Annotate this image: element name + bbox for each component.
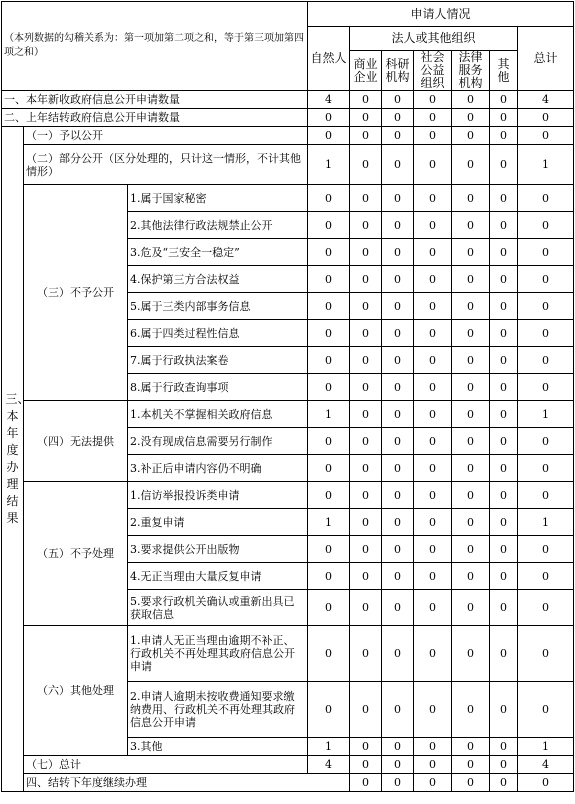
cell: 0 <box>350 91 382 109</box>
cell: 0 <box>452 536 490 563</box>
cell: 0 <box>350 185 382 212</box>
cell: 0 <box>518 293 574 320</box>
row-label: 1.申请人无正当理由逾期不补正、行政机关不再处理其政府信息公开申请 <box>128 626 308 682</box>
cell: 0 <box>490 185 518 212</box>
cell: 0 <box>518 109 574 127</box>
cell: 0 <box>452 626 490 682</box>
cell: 0 <box>452 428 490 455</box>
cell: 0 <box>414 401 452 428</box>
cell: 0 <box>414 482 452 509</box>
cell: 0 <box>350 347 382 374</box>
cell: 0 <box>518 374 574 401</box>
cell: 0 <box>490 320 518 347</box>
cell: 0 <box>452 293 490 320</box>
cell: 0 <box>414 626 452 682</box>
cell: 0 <box>308 293 350 320</box>
cell: 1 <box>518 145 574 185</box>
cell: 0 <box>490 738 518 756</box>
cell: 0 <box>518 428 574 455</box>
row-label: 5.要求行政机关确认或重新出具已获取信息 <box>128 590 308 626</box>
cell: 0 <box>490 563 518 590</box>
cell: 1 <box>518 509 574 536</box>
cell: 0 <box>518 590 574 626</box>
cell: 0 <box>414 455 452 482</box>
cell: 0 <box>308 626 350 682</box>
col-header-other: 其他 <box>490 51 518 91</box>
row-label: 4.保护第三方合法权益 <box>128 266 308 293</box>
cell: 0 <box>382 455 414 482</box>
cell: 0 <box>350 682 382 738</box>
cell: 1 <box>308 401 350 428</box>
cell: 0 <box>382 239 414 266</box>
cell: 0 <box>350 127 382 145</box>
row-label: 1.信访举报投诉类申请 <box>128 482 308 509</box>
row-label: 4.无正当理由大量反复申请 <box>128 563 308 590</box>
cell: 0 <box>490 482 518 509</box>
cell: 0 <box>414 347 452 374</box>
cell: 0 <box>414 738 452 756</box>
cell: 0 <box>308 455 350 482</box>
row-label: 2.其他法律行政法规禁止公开 <box>128 212 308 239</box>
cell: 0 <box>308 212 350 239</box>
cell: 0 <box>518 320 574 347</box>
cell: 0 <box>452 185 490 212</box>
cell: 0 <box>452 682 490 738</box>
row-label: 二、上年结转政府信息公开申请数量 <box>2 109 308 127</box>
cell: 0 <box>382 590 414 626</box>
cell: 1 <box>518 401 574 428</box>
cell: 0 <box>382 428 414 455</box>
cell: 0 <box>382 185 414 212</box>
row-label: 8.属于行政查询事项 <box>128 374 308 401</box>
table-row <box>2 91 574 109</box>
cell: 0 <box>518 455 574 482</box>
cell: 0 <box>382 293 414 320</box>
total-header: 总计 <box>518 27 574 91</box>
cell: 0 <box>382 401 414 428</box>
cell: 0 <box>350 374 382 401</box>
cell: 0 <box>414 682 452 738</box>
cell: 0 <box>414 590 452 626</box>
group-label: （六）其他处理 <box>24 626 128 756</box>
cell: 0 <box>490 774 518 792</box>
cell: 0 <box>518 127 574 145</box>
cell: 0 <box>452 266 490 293</box>
cell: 0 <box>414 91 452 109</box>
cell: 0 <box>518 482 574 509</box>
cell: 0 <box>452 320 490 347</box>
legal-entity-header: 法人或其他组织 <box>350 27 518 51</box>
cell: 0 <box>452 145 490 185</box>
row-label: （二）部分公开（区分处理的，只计这一情形，不计其他情形） <box>24 145 308 185</box>
cell: 1 <box>308 509 350 536</box>
cell: 0 <box>490 239 518 266</box>
cell: 4 <box>308 756 350 774</box>
cell: 0 <box>414 374 452 401</box>
group-label: （三）不予公开 <box>24 185 128 401</box>
cell: 0 <box>490 590 518 626</box>
cell: 0 <box>350 401 382 428</box>
row-label: 5.属于三类内部事务信息 <box>128 293 308 320</box>
cell: 0 <box>490 509 518 536</box>
cell: 0 <box>308 185 350 212</box>
col-header-legal-service: 法律服务机构 <box>452 51 490 91</box>
table-row <box>2 109 574 127</box>
cell: 0 <box>452 563 490 590</box>
cell: 0 <box>490 374 518 401</box>
cell: 0 <box>382 626 414 682</box>
cell: 0 <box>452 455 490 482</box>
col-header-public-welfare: 社会公益组织 <box>414 51 452 91</box>
cell: 0 <box>414 428 452 455</box>
cell: 0 <box>350 212 382 239</box>
cell: 0 <box>308 428 350 455</box>
cell: 1 <box>518 738 574 756</box>
cell: 0 <box>382 145 414 185</box>
table-row <box>2 774 574 792</box>
cell: 0 <box>518 347 574 374</box>
group-label: （五）不予处理 <box>24 482 128 626</box>
cell: 0 <box>414 185 452 212</box>
cell: 4 <box>308 91 350 109</box>
cell: 0 <box>350 509 382 536</box>
cell: 0 <box>490 212 518 239</box>
row-label: 2.没有现成信息需要另行制作 <box>128 428 308 455</box>
table-row <box>2 756 574 774</box>
cell: 0 <box>518 239 574 266</box>
cell: 0 <box>452 590 490 626</box>
cell: 0 <box>350 482 382 509</box>
cell: 4 <box>518 91 574 109</box>
row-label: 3.补正后申请内容仍不明确 <box>128 455 308 482</box>
row-label: 3.危及“三安全一稳定” <box>128 239 308 266</box>
cell: 0 <box>350 109 382 127</box>
cell: 0 <box>518 682 574 738</box>
cell: 0 <box>414 774 452 792</box>
table-row <box>2 185 574 212</box>
section-3-label: 三、本年度办理结果 <box>2 127 24 792</box>
cell: 0 <box>308 347 350 374</box>
cell: 0 <box>518 266 574 293</box>
cell: 0 <box>490 347 518 374</box>
cell: 0 <box>518 626 574 682</box>
row-label: （七）总计 <box>24 756 308 774</box>
cell: 0 <box>518 212 574 239</box>
cell: 0 <box>350 563 382 590</box>
cell: 1 <box>308 145 350 185</box>
cell: 0 <box>414 756 452 774</box>
cell: 0 <box>452 109 490 127</box>
natural-person-header: 自然人 <box>308 27 350 91</box>
row-label: 四、结转下年度继续办理 <box>24 774 350 792</box>
cell: 0 <box>518 774 574 792</box>
cell: 0 <box>308 482 350 509</box>
cell: 0 <box>382 266 414 293</box>
cell: 0 <box>350 428 382 455</box>
cell: 0 <box>382 109 414 127</box>
cell: 0 <box>382 774 414 792</box>
cell: 0 <box>414 293 452 320</box>
cell: 0 <box>518 185 574 212</box>
applicant-header: 申请人情况 <box>308 2 574 27</box>
cell: 0 <box>414 145 452 185</box>
cell: 0 <box>382 91 414 109</box>
cell: 0 <box>490 293 518 320</box>
cell: 0 <box>452 509 490 536</box>
cell: 0 <box>308 127 350 145</box>
row-label: 3.要求提供公开出版物 <box>128 536 308 563</box>
cell: 0 <box>382 509 414 536</box>
cell: 0 <box>350 536 382 563</box>
cell: 0 <box>350 266 382 293</box>
cell: 0 <box>452 738 490 756</box>
cell: 0 <box>308 266 350 293</box>
cell: 0 <box>414 536 452 563</box>
cell: 0 <box>452 212 490 239</box>
row-label: 2.重复申请 <box>128 509 308 536</box>
row-label: 1.属于国家秘密 <box>128 185 308 212</box>
cell: 0 <box>350 590 382 626</box>
cell: 0 <box>382 347 414 374</box>
cell: 1 <box>308 738 350 756</box>
cell: 0 <box>490 145 518 185</box>
cell: 0 <box>452 239 490 266</box>
cell: 0 <box>350 756 382 774</box>
cell: 0 <box>350 145 382 185</box>
table-row <box>2 401 574 428</box>
cell: 0 <box>350 455 382 482</box>
cell: 0 <box>308 109 350 127</box>
row-label: 7.属于行政执法案卷 <box>128 347 308 374</box>
row-label: 一、本年新收政府信息公开申请数量 <box>2 91 308 109</box>
cell: 0 <box>490 626 518 682</box>
cell: 0 <box>382 682 414 738</box>
cell: 0 <box>308 590 350 626</box>
cell: 0 <box>414 563 452 590</box>
cell: 0 <box>490 536 518 563</box>
cell: 0 <box>350 320 382 347</box>
cell: 0 <box>452 347 490 374</box>
row-label: 2.申请人逾期未按收费通知要求缴纳费用、行政机关不再处理其政府信息公开申请 <box>128 682 308 738</box>
cell: 0 <box>452 774 490 792</box>
row-label: （一）予以公开 <box>24 127 308 145</box>
cell: 0 <box>490 401 518 428</box>
cell: 0 <box>382 127 414 145</box>
cell: 0 <box>382 756 414 774</box>
col-header-business: 商业企业 <box>350 51 382 91</box>
cell: 0 <box>308 320 350 347</box>
cell: 0 <box>414 127 452 145</box>
col-header-research: 科研机构 <box>382 51 414 91</box>
cell: 0 <box>414 109 452 127</box>
cell: 0 <box>518 536 574 563</box>
gov-info-disclosure-table <box>1 1 574 792</box>
cell: 0 <box>382 212 414 239</box>
cell: 0 <box>382 536 414 563</box>
cell: 0 <box>414 509 452 536</box>
cell: 0 <box>350 738 382 756</box>
cell: 0 <box>350 293 382 320</box>
cell: 0 <box>350 239 382 266</box>
cell: 0 <box>452 756 490 774</box>
table-row <box>2 482 574 509</box>
cell: 0 <box>452 482 490 509</box>
cell: 0 <box>490 109 518 127</box>
cell: 0 <box>490 756 518 774</box>
group-label: （四）无法提供 <box>24 401 128 482</box>
cell: 0 <box>382 374 414 401</box>
cell: 0 <box>382 320 414 347</box>
cell: 0 <box>452 401 490 428</box>
cell: 0 <box>414 320 452 347</box>
cell: 0 <box>490 682 518 738</box>
row-label: 1.本机关不掌握相关政府信息 <box>128 401 308 428</box>
cell: 0 <box>350 774 382 792</box>
table-row <box>2 145 574 185</box>
cell: 0 <box>414 266 452 293</box>
cell: 0 <box>382 482 414 509</box>
cell: 0 <box>382 563 414 590</box>
cell: 0 <box>308 536 350 563</box>
table-row <box>2 127 574 145</box>
cell: 0 <box>490 266 518 293</box>
cell: 0 <box>382 738 414 756</box>
cell: 4 <box>518 756 574 774</box>
cell: 0 <box>308 682 350 738</box>
row-label: 3.其他 <box>128 738 308 756</box>
table-row <box>2 626 574 682</box>
cell: 0 <box>490 428 518 455</box>
cell: 0 <box>490 455 518 482</box>
row-label: 6.属于四类过程性信息 <box>128 320 308 347</box>
cell: 0 <box>350 626 382 682</box>
cell: 0 <box>308 239 350 266</box>
cell: 0 <box>414 212 452 239</box>
cell: 0 <box>452 127 490 145</box>
cell: 0 <box>308 563 350 590</box>
cell: 0 <box>490 127 518 145</box>
cell: 0 <box>414 239 452 266</box>
table-note: （本列数据的勾稽关系为：第一项加第二项之和，等于第三项加第四项之和） <box>2 2 308 91</box>
cell: 0 <box>490 91 518 109</box>
cell: 0 <box>308 374 350 401</box>
cell: 0 <box>452 91 490 109</box>
cell: 0 <box>518 563 574 590</box>
cell: 0 <box>452 374 490 401</box>
